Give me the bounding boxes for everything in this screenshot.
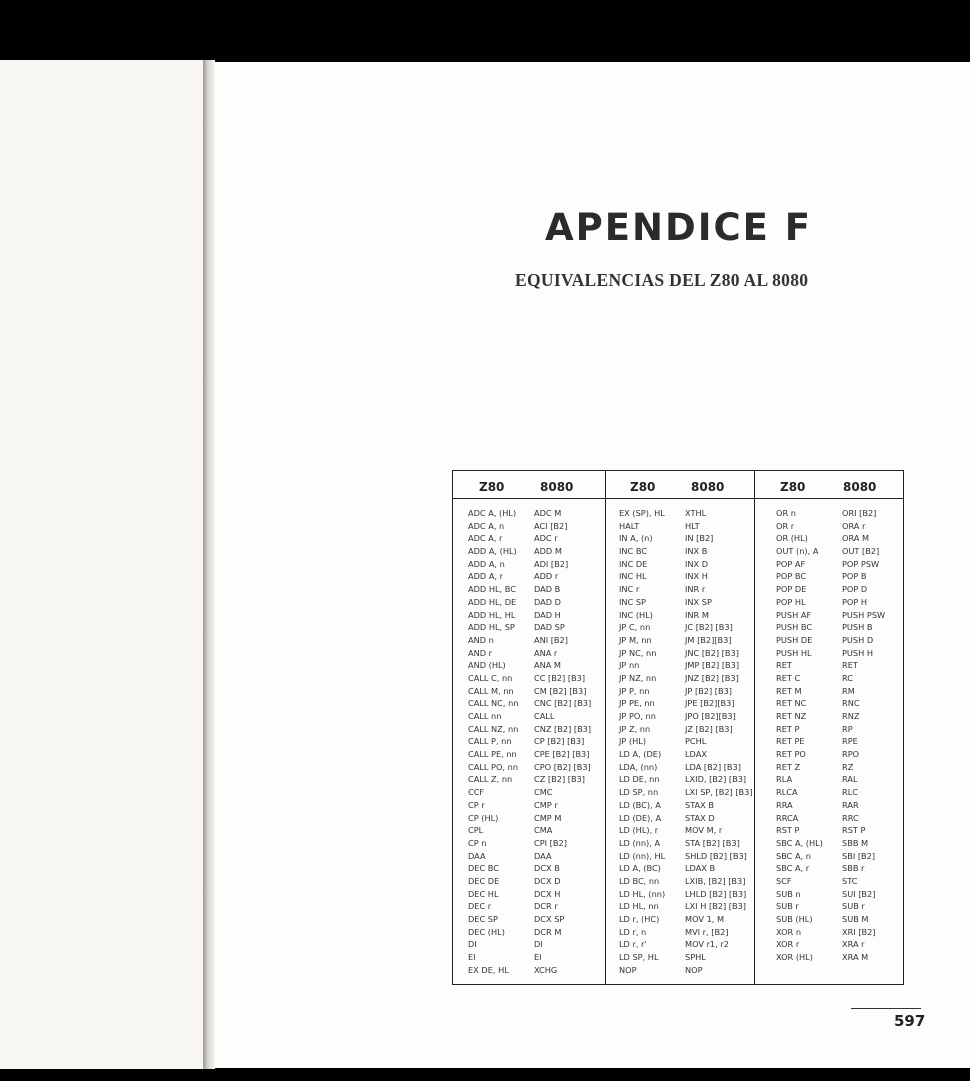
- table-cell: RPO: [842, 749, 860, 760]
- table-cell: JNZ [B2] [B3]: [685, 672, 739, 683]
- table-cell: JP PO, nn: [619, 711, 656, 721]
- table-cell: DCX H: [534, 888, 561, 899]
- table-cell: LD HL, nn: [619, 901, 659, 912]
- table-cell: SUB r: [776, 901, 799, 912]
- table-cell: ACI [B2]: [534, 520, 568, 531]
- page-subtitle: EQUIVALENCIAS DEL Z80 AL 8080: [515, 270, 809, 290]
- z80-column-1: [468, 507, 518, 976]
- table-cell: ORA M: [842, 533, 870, 544]
- page-title: APENDICE F: [545, 206, 813, 249]
- table-cell: SCF: [776, 875, 792, 886]
- table-cell: LXIB, [B2] [B3]: [685, 875, 746, 886]
- header-8080: 8080: [691, 480, 725, 494]
- table-cell: RZ: [842, 761, 854, 772]
- table-cell: SUB M: [842, 914, 869, 924]
- table-cell: SBC A, (HL): [776, 837, 823, 848]
- table-cell: CMC: [534, 787, 553, 798]
- table-cell: ADD HL, BC: [468, 584, 516, 595]
- table-cell: LHLD [B2] [B3]: [685, 888, 747, 899]
- table-cell: CMP r: [534, 799, 558, 810]
- table-cell: POP AF: [776, 558, 806, 569]
- table-cell: CNC [B2] [B3]: [534, 698, 592, 709]
- table-cell: OUT [B2]: [842, 546, 880, 557]
- table-cell: SPHL: [685, 952, 706, 963]
- table-cell: RLA: [776, 774, 793, 785]
- table-cell: ADC A, n: [468, 520, 505, 531]
- table-cell: MOV M, r: [685, 825, 723, 836]
- book-gutter: [203, 60, 215, 1069]
- table-cell: SBB r: [842, 863, 865, 874]
- table-cell: RM: [842, 685, 855, 696]
- table-cell: PUSH HL: [776, 647, 812, 658]
- table-cell: CALL P, nn: [468, 736, 512, 747]
- table-cell: RET M: [776, 685, 802, 696]
- table-cell: CALL C, nn: [468, 672, 513, 683]
- table-cell: JM [B2][B3]: [685, 634, 732, 645]
- table-cell: LD HL, (nn): [619, 888, 666, 899]
- table-cell: DAA: [468, 850, 486, 861]
- table-cell: ADD A, (HL): [468, 546, 517, 557]
- table-cell: CPI [B2]: [534, 837, 567, 848]
- table-cell: PUSH BC: [776, 622, 813, 633]
- table-cell: CPE [B2] [B3]: [534, 749, 590, 760]
- table-cell: DCR M: [534, 926, 562, 937]
- table-cell: RAL: [842, 774, 858, 785]
- table-cell: SBB M: [842, 837, 869, 848]
- table-cell: JC [B2] [B3]: [685, 622, 733, 633]
- table-cell: RET PE: [776, 736, 805, 747]
- table-cell: LD (nn), A: [619, 837, 661, 848]
- table-cell: INC DE: [619, 558, 648, 569]
- table-cell: INX H: [685, 571, 708, 582]
- table-cell: CP [B2] [B3]: [534, 736, 585, 747]
- table-cell: PUSH B: [842, 622, 873, 633]
- table-cell: CALL nn: [468, 711, 502, 721]
- table-cell: EX (SP), HL: [619, 508, 665, 518]
- table-cell: ADD A, r: [468, 571, 503, 582]
- table-cell: LD SP, nn: [619, 787, 659, 798]
- z80-column-3: [776, 507, 823, 964]
- table-cell: MOV 1, M: [685, 914, 725, 924]
- table-cell: LD DE, nn: [619, 774, 660, 785]
- table-cell: CMA: [534, 825, 553, 836]
- table-cell: ADC M: [534, 508, 562, 518]
- table-cell: SUB (HL): [776, 914, 813, 924]
- table-cell: CP n: [468, 837, 487, 848]
- column-divider: [754, 471, 755, 984]
- table-cell: RAR: [842, 799, 859, 810]
- table-cell: CPO [B2] [B3]: [534, 761, 591, 772]
- table-cell: CMP M: [534, 812, 562, 823]
- table-cell: JP C, nn: [619, 622, 651, 633]
- table-cell: RET NC: [776, 698, 807, 709]
- table-cell: CNZ [B2] [B3]: [534, 723, 592, 734]
- table-cell: OUT (n), A: [776, 546, 819, 557]
- table-cell: JP P, nn: [619, 685, 650, 696]
- header-z80: Z80: [479, 480, 505, 494]
- table-cell: STAX B: [685, 799, 714, 810]
- table-cell: ANA r: [534, 647, 558, 658]
- header-divider: [453, 498, 903, 499]
- table-cell: ADD A, n: [468, 558, 505, 569]
- table-cell: XRI [B2]: [842, 926, 876, 937]
- table-cell: CALL: [534, 711, 555, 721]
- table-cell: RET NZ: [776, 711, 807, 721]
- table-cell: CP (HL): [468, 812, 499, 823]
- table-cell: DEC HL: [468, 888, 499, 899]
- table-cell: ADD HL, HL: [468, 609, 516, 620]
- table-cell: DAD D: [534, 596, 561, 607]
- table-cell: INR M: [685, 609, 709, 620]
- table-cell: DCR r: [534, 901, 558, 912]
- table-cell: MVI r, [B2]: [685, 926, 729, 937]
- table-cell: CALL Z, nn: [468, 774, 513, 785]
- table-cell: EX DE, HL: [468, 964, 509, 975]
- table-cell: DI: [534, 939, 543, 950]
- table-cell: JP (HL): [619, 736, 647, 747]
- table-cell: STAX D: [685, 812, 715, 823]
- table-cell: STA [B2] [B3]: [685, 837, 740, 848]
- table-cell: LDAX: [685, 749, 707, 760]
- table-cell: ADD HL, DE: [468, 596, 517, 607]
- table-cell: LXI H [B2] [B3]: [685, 901, 746, 912]
- table-cell: RST P: [776, 825, 800, 836]
- table-cell: INC r: [619, 584, 640, 595]
- table-cell: ADD M: [534, 546, 562, 557]
- table-cell: RET: [842, 660, 858, 671]
- table-cell: POP HL: [776, 596, 806, 607]
- table-cell: PCHL: [685, 736, 707, 747]
- 8080-column-3: [842, 507, 885, 964]
- table-cell: PUSH H: [842, 647, 874, 658]
- table-cell: CZ [B2] [B3]: [534, 774, 585, 785]
- table-cell: RET C: [776, 672, 801, 683]
- table-cell: CALL M, nn: [468, 685, 514, 696]
- table-cell: INX D: [685, 558, 709, 569]
- table-cell: JPE [B2][B3]: [685, 698, 735, 709]
- table-cell: ADC A, (HL): [468, 508, 517, 518]
- table-cell: RLCA: [776, 787, 798, 798]
- table-cell: JP [B2] [B3]: [685, 685, 732, 696]
- table-cell: ANI [B2]: [534, 634, 568, 645]
- table-cell: NOP: [685, 964, 703, 975]
- table-cell: LXI SP, [B2] [B3]: [685, 787, 753, 798]
- table-cell: INX B: [685, 546, 708, 557]
- table-cell: POP D: [842, 584, 868, 595]
- table-cell: RC: [842, 672, 853, 683]
- table-cell: DAD B: [534, 584, 561, 595]
- table-cell: RP: [842, 723, 853, 734]
- table-cell: INC SP: [619, 596, 646, 607]
- table-cell: CALL NC, nn: [468, 698, 519, 709]
- table-cell: AND (HL): [468, 660, 506, 671]
- table-cell: SHLD [B2] [B3]: [685, 850, 747, 861]
- header-8080: 8080: [843, 480, 877, 494]
- table-cell: CPL: [468, 825, 484, 836]
- table-cell: DEC BC: [468, 863, 499, 874]
- table-cell: DEC DE: [468, 875, 500, 886]
- 8080-column-2: [685, 507, 753, 976]
- table-cell: RET: [776, 660, 792, 671]
- table-cell: XCHG: [534, 964, 558, 975]
- table-cell: STC: [842, 875, 858, 886]
- table-cell: LD (DE), A: [619, 812, 662, 823]
- table-cell: HLT: [685, 520, 700, 531]
- table-cell: INC (HL): [619, 609, 653, 620]
- header-z80: Z80: [780, 480, 806, 494]
- table-cell: LDA [B2] [B3]: [685, 761, 741, 772]
- table-cell: CCF: [468, 787, 485, 798]
- table-cell: LD BC, nn: [619, 875, 660, 886]
- table-cell: RRA: [776, 799, 793, 810]
- table-cell: ADC r: [534, 533, 558, 544]
- table-cell: RNC: [842, 698, 860, 709]
- table-cell: ADC A, r: [468, 533, 503, 544]
- table-cell: JZ [B2] [B3]: [685, 723, 733, 734]
- table-cell: CC [B2] [B3]: [534, 672, 586, 683]
- table-cell: RST P: [842, 825, 866, 836]
- table-cell: RRCA: [776, 812, 799, 823]
- table-cell: AND n: [468, 634, 494, 645]
- table-cell: XRA M: [842, 952, 869, 963]
- table-cell: RRC: [842, 812, 859, 823]
- table-cell: LD A, (DE): [619, 749, 662, 760]
- table-cell: DCX D: [534, 875, 561, 886]
- table-cell: EI: [468, 952, 476, 963]
- table-cell: JPO [B2][B3]: [685, 711, 736, 721]
- table-cell: JP NC, nn: [619, 647, 657, 658]
- table-cell: LD (BC), A: [619, 799, 661, 810]
- table-cell: OR n: [776, 508, 796, 518]
- table-cell: JNC [B2] [B3]: [685, 647, 739, 658]
- table-cell: OR r: [776, 520, 795, 531]
- table-cell: LD (nn), HL: [619, 850, 666, 861]
- table-cell: POP BC: [776, 571, 807, 582]
- table-cell: ORA r: [842, 520, 866, 531]
- table-cell: ANA M: [534, 660, 561, 671]
- table-cell: LD r, r': [619, 939, 647, 950]
- table-cell: JP M, nn: [619, 634, 652, 645]
- table-cell: LD SP, HL: [619, 952, 659, 963]
- table-cell: DCX B: [534, 863, 560, 874]
- table-cell: RLC: [842, 787, 858, 798]
- table-cell: INR r: [685, 584, 706, 595]
- table-cell: LXID, [B2] [B3]: [685, 774, 747, 785]
- table-cell: POP B: [842, 571, 867, 582]
- column-divider: [605, 471, 606, 984]
- table-cell: CALL PO, nn: [468, 761, 519, 772]
- table-cell: EI: [534, 952, 542, 963]
- table-cell: IN A, (n): [619, 533, 653, 544]
- table-cell: RET Z: [776, 761, 801, 772]
- table-cell: JP NZ, nn: [619, 672, 657, 683]
- table-cell: LDAX B: [685, 863, 716, 874]
- table-cell: RPE: [842, 736, 858, 747]
- left-page: [0, 60, 203, 1069]
- table-cell: OR (HL): [776, 533, 808, 544]
- table-cell: NOP: [619, 964, 637, 975]
- equivalence-table: [452, 470, 904, 985]
- table-cell: POP DE: [776, 584, 807, 595]
- table-cell: PUSH D: [842, 634, 874, 645]
- table-cell: DAD SP: [534, 622, 565, 633]
- table-cell: JP PE, nn: [619, 698, 655, 709]
- table-cell: RNZ: [842, 711, 860, 721]
- table-cell: CALL PE, nn: [468, 749, 517, 760]
- table-cell: PUSH DE: [776, 634, 813, 645]
- table-cell: LD (HL), r: [619, 825, 659, 836]
- table-cell: JP Z, nn: [619, 723, 651, 734]
- table-cell: PUSH AF: [776, 609, 812, 620]
- table-cell: LD A, (BC): [619, 863, 661, 874]
- table-cell: MOV r1, r2: [685, 939, 729, 950]
- table-cell: HALT: [619, 520, 640, 531]
- table-cell: JMP [B2] [B3]: [685, 660, 740, 671]
- table-cell: ORI [B2]: [842, 508, 877, 518]
- header-z80: Z80: [630, 480, 656, 494]
- table-cell: INC HL: [619, 571, 647, 582]
- table-cell: SBI [B2]: [842, 850, 876, 861]
- table-cell: DAA: [534, 850, 552, 861]
- table-cell: CM [B2] [B3]: [534, 685, 587, 696]
- table-cell: XOR r: [776, 939, 800, 950]
- table-cell: IN [B2]: [685, 533, 714, 544]
- table-cell: INC BC: [619, 546, 648, 557]
- table-cell: DCX SP: [534, 914, 565, 924]
- table-cell: XTHL: [685, 508, 707, 518]
- page-number: 597: [894, 1012, 926, 1030]
- table-cell: XOR n: [776, 926, 802, 937]
- table-cell: XRA r: [842, 939, 865, 950]
- table-cell: JP nn: [619, 660, 640, 671]
- table-cell: ADI [B2]: [534, 558, 569, 569]
- table-cell: LDA, (nn): [619, 761, 658, 772]
- table-cell: SUB r: [842, 901, 865, 912]
- table-cell: LD r, (HC): [619, 914, 660, 924]
- table-cell: PUSH PSW: [842, 609, 886, 620]
- z80-column-2: [619, 507, 665, 976]
- table-cell: POP H: [842, 596, 868, 607]
- table-cell: XOR (HL): [776, 952, 813, 963]
- table-cell: RET PO: [776, 749, 806, 760]
- table-cell: SBC A, n: [776, 850, 811, 861]
- table-cell: AND r: [468, 647, 492, 658]
- table-cell: DI: [468, 939, 477, 950]
- table-cell: RET P: [776, 723, 800, 734]
- table-cell: DEC SP: [468, 914, 498, 924]
- table-cell: DEC (HL): [468, 926, 505, 937]
- 8080-column-1: [534, 507, 591, 976]
- table-cell: ADD r: [534, 571, 559, 582]
- page-number-rule: [851, 1008, 921, 1009]
- table-cell: DAD H: [534, 609, 561, 620]
- table-cell: CALL NZ, nn: [468, 723, 519, 734]
- header-8080: 8080: [540, 480, 574, 494]
- table-cell: SUB n: [776, 888, 801, 899]
- table-cell: POP PSW: [842, 558, 880, 569]
- table-cell: SBC A, r: [776, 863, 810, 874]
- table-cell: LD r, n: [619, 926, 647, 937]
- table-cell: INX SP: [685, 596, 712, 607]
- table-cell: SUI [B2]: [842, 888, 876, 899]
- table-cell: CP r: [468, 799, 485, 810]
- table-cell: DEC r: [468, 901, 492, 912]
- table-cell: ADD HL, SP: [468, 622, 515, 633]
